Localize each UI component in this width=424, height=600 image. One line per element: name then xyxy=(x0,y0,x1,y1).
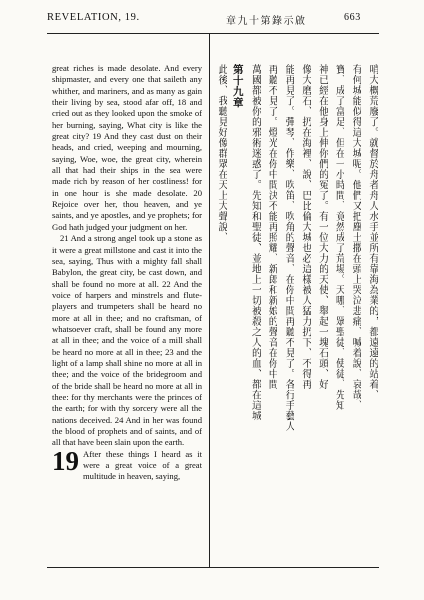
running-title: REVELATION, 19. xyxy=(47,12,140,23)
chinese-line: 萬國都被你的邪術迷惑了。先知和聖徒、並地上一切被殺之人的血、都在這城 xyxy=(249,64,261,421)
top-rule xyxy=(47,33,379,34)
chinese-line: 像大磨石、扔在海裡、說、巴比倫大城也必這樣被人猛力扔下、不得再 xyxy=(299,64,311,390)
chinese-line: 有何城能似得這大城呢。他們又把塵土撒在頭上哭泣悲痛、喊着說、哀哉、 xyxy=(350,64,362,411)
page-number: 663 xyxy=(344,12,361,23)
column-divider xyxy=(209,33,210,567)
english-paragraph: 21 And a strong angel took up a stone as it were a great millstone and cast it into the sea, saying, Thus with a mighty fall shall Babylon, the great city, be cast down, and shall be found no more at all. 22 And the voice of harpers and minstrels and flute-players and trumpeters shall be heard no more at all in thee; and no craftsman, of whatsoever craft, shall be found any more at all in thee; and the voice of a mill shall be heard no more at all in thee; 23 and the light of a lamp shall shine no more at all in thee; and the voice of the bridegroom and of the bride shall be heard no more at all in thee: for thy merchants were the princes of the earth; for with thy sorcery were all the nations deceived. 24 And in her was found the blood of prophets and of saints, and of all that have been slain upon the earth. xyxy=(52,233,202,448)
chinese-line: 能再見了。彈琴、作樂、吹笛、吹角的聲音、在你中間再聽不見了。各行手藝人 xyxy=(283,64,295,432)
chapter-number: 19 xyxy=(52,445,79,476)
chapter-start xyxy=(52,445,202,483)
page-header xyxy=(0,0,424,30)
english-paragraph: After these things I heard as it were a great voice of a great multitude in heaven, saying, xyxy=(83,448,202,482)
chinese-line: 此後、我聽見好像群眾在天上大聲說、 xyxy=(216,64,227,243)
english-column xyxy=(52,63,202,483)
chinese-line: 寶、成了富足、但在一小時間、竟然成了荒場。天哪、眾聖徒、使徒、先知 xyxy=(333,64,345,411)
chinese-line: 再聽不見了。燈光在你中間決不能再照耀、新郎和新娘的聲音在你中間 xyxy=(266,64,278,390)
chinese-chapter-heading: 第十九章 xyxy=(231,64,244,108)
chinese-running-title: 章九十第錄示啟 xyxy=(226,16,307,27)
english-paragraph: great riches is made desolate. And every shipmaster, and every one that saileth any whither, and mariners, and as many as gain their living by sea, stood afar off, 18 and cried out as they looked upon the smoke of her burning, saying, What city is like the great city? 19 And they cast dust on their heads, and cried, weeping and mourning, saying, Woe, woe, the great city, wherein all that had their ships in the sea were made rich by reason of her costliness! for in one hour is she made desolate. 20 Rejoice over her, thou heaven, and ye saints, and ye apostles, and ye prophets; for God hath judged your judgment on her. xyxy=(52,63,202,232)
chinese-line: 哨大概荒廢了。就督於舟者舟人水手並所有靠海為業的，都遠遠的站着、 xyxy=(366,64,378,400)
chinese-column xyxy=(215,64,378,562)
chinese-line: 神已經在他身上伸你們的冤了。有一位大力的天使、舉起一塊石頭、好 xyxy=(316,64,328,390)
bottom-rule xyxy=(47,567,379,568)
